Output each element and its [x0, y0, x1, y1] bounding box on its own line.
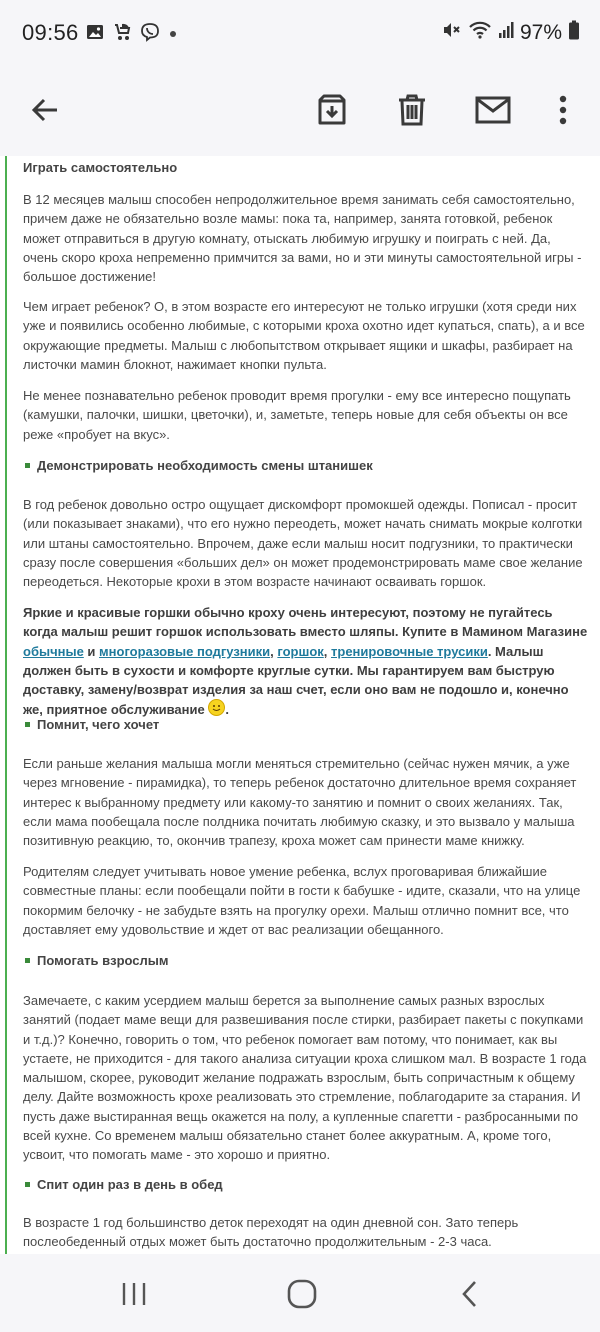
- paragraph: Родителям следует учитывать новое умение ребенка, вслух проговаривая ближайшие совместные планы: если пообещали пойти в гости к бабушке - идите, сказали, что на улице покормим белочку - не забудьте взять на прогулку орехи. Малыш отлично помнит все, что доставляет ему удовольствие и ждет от вас реализации обещанного.: [23, 864, 581, 937]
- home-icon: [286, 1278, 318, 1310]
- paragraph: В возрасте 1 год большинство деток переходят на один дневной сон. Зато теперь послеобеденный отдых может быть достаточно продолжительным - 2-3 часа.: [23, 1215, 519, 1250]
- paragraph: Не менее познавательно ребенок проводит время прогулки - ему все интересно пощупать (камушки, палочки, шишки, цветочки), и, заметьте, теперь новые для себя объекты он все реже «пробует на вкус».: [23, 388, 571, 442]
- status-bar: [0, 0, 600, 68]
- back-arrow-icon: [30, 95, 60, 125]
- promo-text: . Малыш должен быть в сухости и комфорте круглые сутки. Мы гарантируем вам быструю доставку, замену/возврат изделия за наш счет, если оно вам не подошло и, конечно же, приятное обслуживание: [23, 643, 569, 718]
- more-options-button[interactable]: [535, 82, 591, 138]
- link-regular-diapers[interactable]: обычные: [23, 643, 84, 659]
- mute-icon: [442, 20, 462, 45]
- viber-icon: [140, 22, 160, 47]
- bullet-icon: [25, 463, 30, 468]
- paragraph: Если раньше желания малыша могли меняться стремительно (сейчас нужен мячик, а уже через мгновение - пирамидка), то теперь ребенок достаточно длительное время сохраняет интерес к выбранному предмету или какому-то занятию и помнит о своих желаниях. Так, если мама пообещала после полдника почитать любимую сказку, и это вызвало у малыша позитивную реакцию, то, окончив трапезу, кроха может сам принести маме книжку.: [23, 756, 577, 849]
- bullet-heading-text: Помогать взрослым: [37, 953, 169, 968]
- back-nav-button[interactable]: [440, 1272, 500, 1316]
- bullet-icon: [25, 1182, 30, 1187]
- link-training-pants[interactable]: тренировочные трусики: [331, 643, 488, 659]
- status-time: 09:56: [22, 20, 79, 45]
- battery-icon: [568, 20, 580, 45]
- bullet-heading: [25, 1177, 223, 1192]
- bullet-icon: [25, 958, 30, 963]
- promo-text: ,: [323, 643, 332, 659]
- bullet-heading: [25, 953, 169, 968]
- system-status: [442, 20, 580, 45]
- promo-text: .: [225, 702, 229, 718]
- dot-icon: [168, 26, 178, 44]
- bullet-icon: [25, 722, 30, 727]
- section-heading: Играть самостоятельно: [23, 160, 178, 175]
- mail-icon: [475, 96, 511, 124]
- gallery-icon: [86, 24, 104, 45]
- paragraph: Чем играет ребенок? О, в этом возрасте его интересуют не только игрушки (хотя среди них уже и появились особенно любимые, с которыми кроха охотно идет купаться, спать), а и все окружающие предметы. Малыш с любопытством открывает ящики и шкафы, разбирает на листочки мамин блокнот, нажимает кнопки пульта.: [23, 299, 585, 372]
- app-toolbar: [0, 68, 600, 156]
- smiley-icon: [208, 699, 225, 716]
- paragraph: Замечаете, с каким усердием малыш берется за выполнение самых разных взрослых занятий (подает маме вещи для развешивания после стирки, разбирает пакеты с покупками и т.д.)? Конечно, говорить о том, что ребенок помогает вам потому, что понимает, как вы устаете, не приходится - для такого анализа ситуации кроха слишком мал. В возрасте 1 года малышом, скорее, руководит желание подражать взрослым, быть сопричастным к общему делу. Дайте возможность крохе реализовать это стремление, поблагодарите за старания. И пусть даже выстиранная вещь окажется на полу, а купленные спагетти - разбросанными по всей кухне. Со временем малыш обязательно станет более аккуратным. А, кроме того, усвоит, что помогать маме - это хорошо и приятно.: [23, 993, 587, 1163]
- paragraph: В 12 месяцев малыш способен непродолжительное время занимать себя самостоятельно, причем даже не обязательно возле мамы: пока та, например, занята готовкой, ребенок может отправиться в другую комнату, отыскать любимую игрушку и поиграть с ней. Да, очень скоро кроха непременно примчится за вами, но и эти минуты самостоятельной игры - большое достижение!: [23, 192, 582, 285]
- back-button[interactable]: [17, 82, 73, 138]
- battery-percent: 97%: [519, 20, 562, 44]
- home-button[interactable]: [272, 1272, 332, 1316]
- delete-icon: [397, 94, 427, 126]
- notification-icons: [86, 22, 178, 47]
- promo-text: ,: [270, 643, 278, 659]
- stroller-icon: [112, 22, 132, 47]
- mail-button[interactable]: [465, 82, 521, 138]
- promo-text: и: [83, 643, 100, 659]
- bullet-heading-text: Демонстрировать необходимость смены штанишек: [37, 458, 373, 473]
- bullet-heading-text: Помнит, чего хочет: [37, 717, 160, 732]
- paragraph: В год ребенок довольно остро ощущает дискомфорт промокшей одежды. Пописал - просит (или показывает знаками), что его нужно переодеть, может начать снимать мокрые колготки или штаны самостоятельно. Впрочем, даже если малыш носит подгузники, то практически сразу после совершения «больших дел» он может продемонстрировать маме свое желание переодеться. Некоторые крохи в этом возрасте начинают осваивать горшок.: [23, 497, 583, 590]
- link-reusable-diapers[interactable]: многоразовые подгузники: [99, 643, 271, 659]
- promo-text: Яркие и красивые горшки обычно кроху очень интересуют, поэтому не пугайтесь когда малыш решит горшок использовать вместо шляпы. Купите в Мамином Магазине: [23, 605, 588, 640]
- recent-apps-button[interactable]: [104, 1272, 164, 1316]
- bullet-heading: [25, 458, 373, 473]
- back-nav-icon: [460, 1279, 480, 1309]
- more-vert-icon: [558, 95, 568, 125]
- bullet-heading: [25, 717, 159, 732]
- archive-button[interactable]: [304, 82, 360, 138]
- message-body[interactable]: [0, 156, 600, 1254]
- delete-button[interactable]: [384, 82, 440, 138]
- navigation-bar: [0, 1254, 600, 1332]
- archive-icon: [316, 94, 348, 126]
- promo-paragraph: [23, 603, 588, 720]
- bullet-heading-text: Спит один раз в день в обед: [37, 1177, 223, 1192]
- wifi-icon: [468, 20, 492, 45]
- recent-apps-icon: [120, 1280, 148, 1308]
- quote-bar: [5, 156, 7, 1254]
- link-potty[interactable]: горшок: [277, 643, 324, 659]
- signal-icon: [498, 21, 514, 44]
